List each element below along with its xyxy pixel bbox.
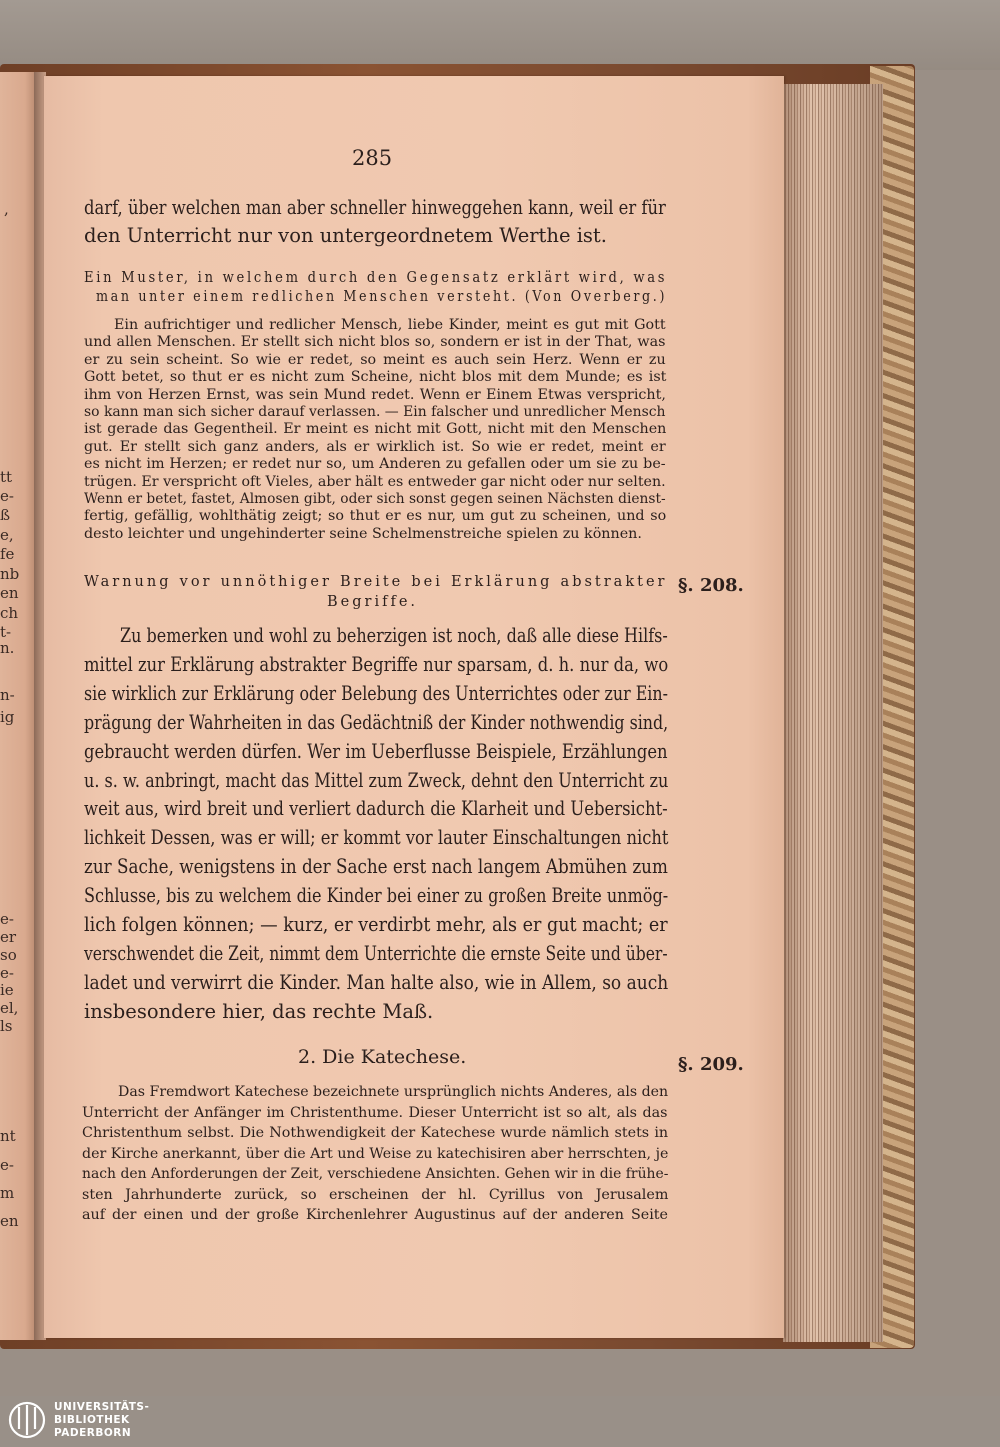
text-line: lich folgen können; — kurz, er verdirbt mehr, als er gut macht; er [84,913,668,936]
text-line: zur Sache, wenigstens in der Sache erst nach langem Abmühen zum [84,855,668,879]
left-page-fragment: n. [0,639,15,657]
section-209-number: §. 209. [678,1054,744,1075]
text-line: sten Jahrhunderte zurück, so erscheinen der hl. Cyrillus von Jerusalem [82,1186,669,1203]
text-line: und allen Menschen. Er stellt sich nicht blos so, sondern er ist in der That, was [84,334,666,351]
text-line: Zu bemerken und wohl zu beherzigen ist noch, daß alle diese Hilfs- [120,624,668,647]
text-line: Das Fremdwort Katechese bezeichnete ursprünglich nichts Anderes, als den [118,1084,669,1100]
text-line: fertig, gefällig, wohlthätig zeigt; so thut er es nur, um gut zu scheinen, und so [84,508,667,525]
text-line: den Unterricht nur von untergeordnetem Werthe ist. [84,224,607,247]
text-line: weit aus, wird breit und verliert dadurch die Klarheit und Uebersicht- [84,797,668,821]
text-line: Christenthum selbst. Die Nothwendigkeit der Katechese wurde nämlich stets in [82,1125,669,1141]
text-line: trügen. Er verspricht oft Vieles, aber hält es entweder gar nicht oder nur selten. [84,473,666,490]
footer-line-2: BIBLIOTHEK [54,1414,130,1426]
text-line: Unterricht der Anfänger im Christenthume. Dieser Unterricht ist so alt, als das [82,1104,668,1121]
text-line: gebraucht werden dürfen. Wer im Ueberflusse Beispiele, Erzählungen [84,739,668,763]
left-page-fragment: e- [0,1156,14,1174]
left-page-fragment: fe [0,545,15,563]
left-page-fragment: e- [0,964,14,982]
text-line: ihm von Herzen Ernst, was sein Mund redet. Wenn er Einem Etwas verspricht, [84,386,666,403]
text-line: Gott betet, so thut er es nicht zum Scheine, nicht blos mit dem Munde; es ist [84,369,667,386]
page-number: 285 [352,146,393,170]
left-page-fragment: , [4,200,9,218]
text-line: desto leichter und ungehinderter seine Schelmenstreiche spielen zu können. [84,525,642,542]
left-page-fragment: e- [0,910,14,928]
text-line: sie wirklich zur Erklärung oder Belebung des Unterrichtes oder zur Ein- [84,681,668,705]
left-page-fragment: e, [0,526,14,544]
left-page-fragment: n- [0,686,15,704]
left-page-fragment: tt [0,468,13,486]
left-page-fragment: m [0,1184,15,1202]
library-logo-icon [6,1399,48,1443]
heading-line: Begriffe. [327,594,419,610]
text-line: nach den Anforderungen der Zeit, verschiedene Ansichten. Gehen wir in die frühe- [82,1166,669,1182]
left-page-fragment: t- [0,623,12,641]
section-208-number: §. 208. [678,575,744,596]
left-page-fragment: ig [0,708,15,726]
heading-line: man unter einem redlichen Menschen versteht. (Von Overberg.) [96,289,668,305]
left-page-fragment: nb [0,565,20,583]
left-page-fragment: el, [0,999,19,1017]
left-page-fragment: so [0,946,17,964]
text-line: Ein aufrichtiger und redlicher Mensch, liebe Kinder, meint es gut mit Gott [114,317,666,333]
text-line: ist gerade das Gegentheil. Er meint es nicht mit Gott, nicht mit den Menschen [84,421,667,438]
left-page-fragment: ß [0,506,11,524]
footer-line-3: PADERBORN [54,1427,132,1439]
text-line: auf der einen und der große Kirchenlehrer Augustinus auf der anderen Seite [82,1207,668,1223]
text-line: verschwendet die Zeit, nimmt dem Unterrichte die ernste Seite und über- [84,941,668,965]
left-page-fragment: ch [0,604,19,622]
scanner-background [0,0,1000,70]
text-line: Schlusse, bis zu welchem die Kinder bei einer zu großen Breite unmög- [84,884,669,908]
text-line: ladet und verwirrt die Kinder. Man halte also, wie in Allem, so auch [84,970,669,994]
library-footer [0,1396,1000,1447]
text-line: u. s. w. anbringt, macht das Mittel zum Zweck, dehnt den Unterricht zu [84,768,669,792]
left-page-fragment: en [0,1212,19,1230]
left-page-fragment: er [0,928,17,946]
left-page-fragment: en [0,584,19,602]
text-line: prägung der Wahrheiten in das Gedächtniß der Kinder nothwendig sind, [84,710,669,734]
text-line: darf, über welchen man aber schneller hinweggehen kann, weil er für [84,196,666,219]
heading-line: Ein Muster, in welchem durch den Gegensatz erklärt wird, was [84,270,668,286]
text-line: Wenn er betet, fastet, Almosen gibt, oder sich sonst gegen seinen Nächsten dienst- [84,491,666,507]
left-page-fragment: ie [0,981,14,999]
text-line: er zu sein scheint. So wie er redet, so meint es auch sein Herz. Wenn er zu [84,351,666,368]
heading-line: Warnung vor unnöthiger Breite bei Erklärung abstrakter [84,574,668,590]
page-edges-shadow [783,84,883,1342]
text-line: insbesondere hier, das rechte Maß. [84,999,434,1023]
footer-line-1: UNIVERSITÄTS- [54,1401,150,1413]
left-page [0,72,36,1340]
text-line: so kann man sich sicher darauf verlassen. — Ein falscher und unredlicher Mensch [84,404,666,420]
left-page-fragment: e- [0,487,14,505]
section-209-title: 2. Die Katechese. [298,1046,467,1068]
text-line: lichkeit Dessen, was er will; er kommt vor lauter Einschaltungen nicht [84,826,669,850]
left-page-fragment: nt [0,1127,16,1145]
text-line: gut. Er stellt sich ganz anders, als er wirklich ist. So wie er redet, meint er [84,438,666,455]
text-line: es nicht im Herzen; er redet nur so, um Anderen zu gefallen oder um sie zu be- [84,456,666,473]
left-page-fragment: ls [0,1017,13,1035]
text-line: der Kirche anerkannt, über die Art und Weise zu katechisiren aber herrschten, je [82,1145,669,1162]
text-line: mittel zur Erklärung abstrakter Begriffe nur sparsam, d. h. nur da, wo [84,652,669,676]
